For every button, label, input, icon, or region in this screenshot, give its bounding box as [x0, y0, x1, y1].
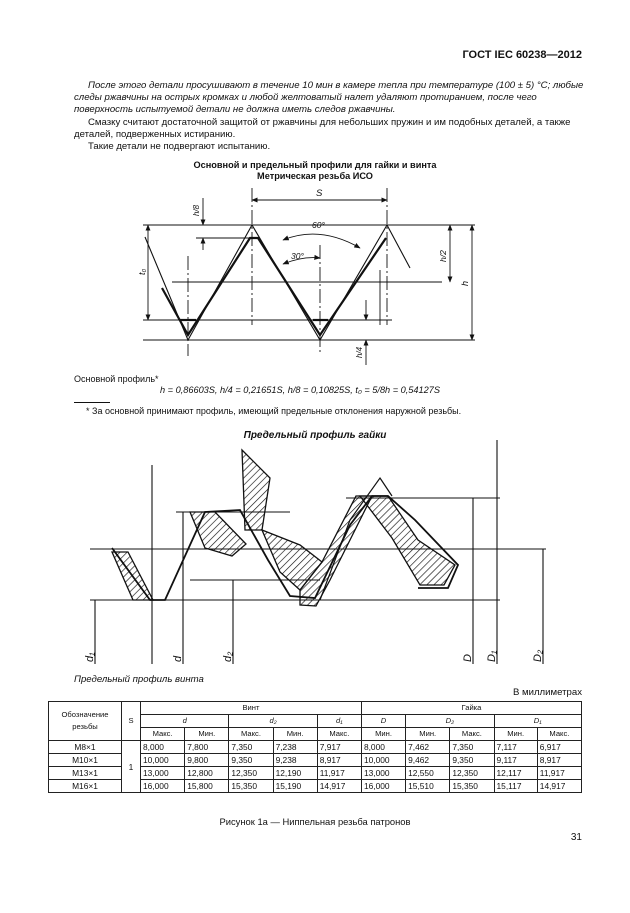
label-d: d	[172, 655, 184, 662]
col-d2: d₂	[229, 715, 317, 728]
cell: 7,350	[229, 741, 273, 754]
intro-text	[74, 80, 584, 153]
cell: 10,000	[361, 754, 405, 767]
cell: 11,917	[317, 767, 361, 780]
figure1-title-1: Основной и предельный профили для гайки и винта	[193, 160, 437, 170]
cell: 8,000	[141, 741, 185, 754]
basic-profile-formula: h = 0,86603S, h/4 = 0,21651S, h/8 = 0,10825S, t₀ = 5/8h = 0,54127S	[160, 385, 440, 395]
cell: 9,238	[273, 754, 317, 767]
cell: 15,350	[229, 780, 273, 793]
cell: 14,917	[317, 780, 361, 793]
label-D1: D₁	[486, 650, 498, 662]
cell: 12,350	[229, 767, 273, 780]
mm-2: Макс.	[229, 728, 273, 741]
cell: 12,550	[406, 767, 450, 780]
cell: 8,000	[361, 741, 405, 754]
cell: 8,917	[317, 754, 361, 767]
label-d1: d₁	[84, 652, 96, 662]
thread-table	[48, 701, 582, 793]
cell: 12,800	[185, 767, 229, 780]
mm-3: Мин.	[273, 728, 317, 741]
col-s: S	[122, 702, 141, 741]
mm-5: Мин.	[361, 728, 405, 741]
cell: 9,462	[406, 754, 450, 767]
cell: 9,800	[185, 754, 229, 767]
mm-0: Макс.	[141, 728, 185, 741]
figure2-caption: Предельный профиль винта	[74, 674, 204, 685]
cell: 16,000	[141, 780, 185, 793]
label-30: 30°	[291, 251, 304, 261]
mm-8: Мин.	[494, 728, 537, 741]
cell: 7,462	[406, 741, 450, 754]
cell: 7,917	[317, 741, 361, 754]
s-value: 1	[122, 741, 141, 793]
label-h: h	[460, 280, 470, 286]
cell: 15,510	[406, 780, 450, 793]
limit-profile-figure	[0, 440, 630, 670]
basic-profile-figure	[0, 180, 630, 370]
row-designation: M8×1	[49, 741, 122, 754]
row-designation: M10×1	[49, 754, 122, 767]
label-60: 60°	[312, 220, 325, 230]
footnote-rule	[74, 402, 110, 403]
label-h4: h/4	[355, 346, 364, 358]
figure-caption: Рисунок 1а — Ниппельная резьба патронов	[219, 816, 411, 827]
cell: 12,117	[494, 767, 537, 780]
cell: 11,917	[537, 767, 581, 780]
cell: 15,350	[450, 780, 494, 793]
paragraph-drying: После этого детали просушивают в течение 10 мин в камере тепла при температуре (100 ± 5) °С; любые следы ржавчины на острых кромках и любой желтоватый налет удаляют протиранием, после чего поверхность испытуемой детали не должна иметь следов ржавчины.	[74, 80, 584, 116]
cell: 15,117	[494, 780, 537, 793]
row-designation: M16×1	[49, 780, 122, 793]
paragraph-exempt: Такие детали не подвергают испытанию.	[88, 141, 271, 153]
col-d: d	[141, 715, 229, 728]
cell: 15,800	[185, 780, 229, 793]
page-number: 31	[570, 832, 582, 843]
col-designation: Обозначение резьбы	[49, 702, 122, 741]
mm-9: Макс.	[537, 728, 581, 741]
label-S: S	[316, 188, 323, 199]
mm-1: Мин.	[185, 728, 229, 741]
col-D1: D₁	[494, 715, 582, 728]
label-D2: D₂	[532, 649, 544, 662]
cell: 9,350	[229, 754, 273, 767]
cell: 9,117	[494, 754, 537, 767]
col-nut: Гайка	[361, 702, 581, 715]
col-d1: d₁	[317, 715, 361, 728]
label-D: D	[462, 654, 474, 662]
basic-profile-line	[145, 225, 410, 340]
cell: 13,000	[361, 767, 405, 780]
standard-header: ГОСТ IEC 60238—2012	[462, 49, 582, 61]
footnote: * За основной принимают профиль, имеющий предельные отклонения наружной резьбы.	[86, 406, 462, 416]
label-t0: t₀	[137, 268, 147, 275]
cell: 7,117	[494, 741, 537, 754]
cell: 13,000	[141, 767, 185, 780]
cell: 7,800	[185, 741, 229, 754]
col-screw: Винт	[141, 702, 362, 715]
cell: 15,190	[273, 780, 317, 793]
cell: 8,917	[537, 754, 581, 767]
figure2-title: Предельный профиль гайки	[243, 430, 387, 441]
cell: 10,000	[141, 754, 185, 767]
units-note: В миллиметрах	[512, 687, 582, 698]
col-D2: D₂	[406, 715, 494, 728]
cell: 6,917	[537, 741, 581, 754]
row-designation: M13×1	[49, 767, 122, 780]
mm-4: Макс.	[317, 728, 361, 741]
screw-hatch-mid	[300, 496, 372, 606]
screw-crest-right	[360, 496, 455, 585]
nut-crest	[242, 450, 270, 530]
cell: 14,917	[537, 780, 581, 793]
cell: 16,000	[361, 780, 405, 793]
label-d2: d₂	[222, 651, 234, 662]
mm-7: Макс.	[450, 728, 494, 741]
cell: 9,350	[450, 754, 494, 767]
mm-6: Мин.	[406, 728, 450, 741]
basic-profile-label: Основной профиль*	[74, 374, 159, 384]
cell: 12,350	[450, 767, 494, 780]
cell: 12,190	[273, 767, 317, 780]
paragraph-grease: Смазку считают достаточной защитой от ржавчины для небольших пружин и им подобных деталей, а также деталей, подверженных истиранию.	[74, 116, 571, 140]
table-row	[49, 741, 582, 754]
col-D: D	[361, 715, 405, 728]
cell: 7,350	[450, 741, 494, 754]
label-h2: h/2	[438, 250, 448, 262]
cell: 7,238	[273, 741, 317, 754]
figure1-title-2: Метрическая резьба ИСО	[257, 171, 373, 181]
label-h8: h/8	[192, 204, 201, 216]
angle-60-arc	[283, 234, 360, 248]
